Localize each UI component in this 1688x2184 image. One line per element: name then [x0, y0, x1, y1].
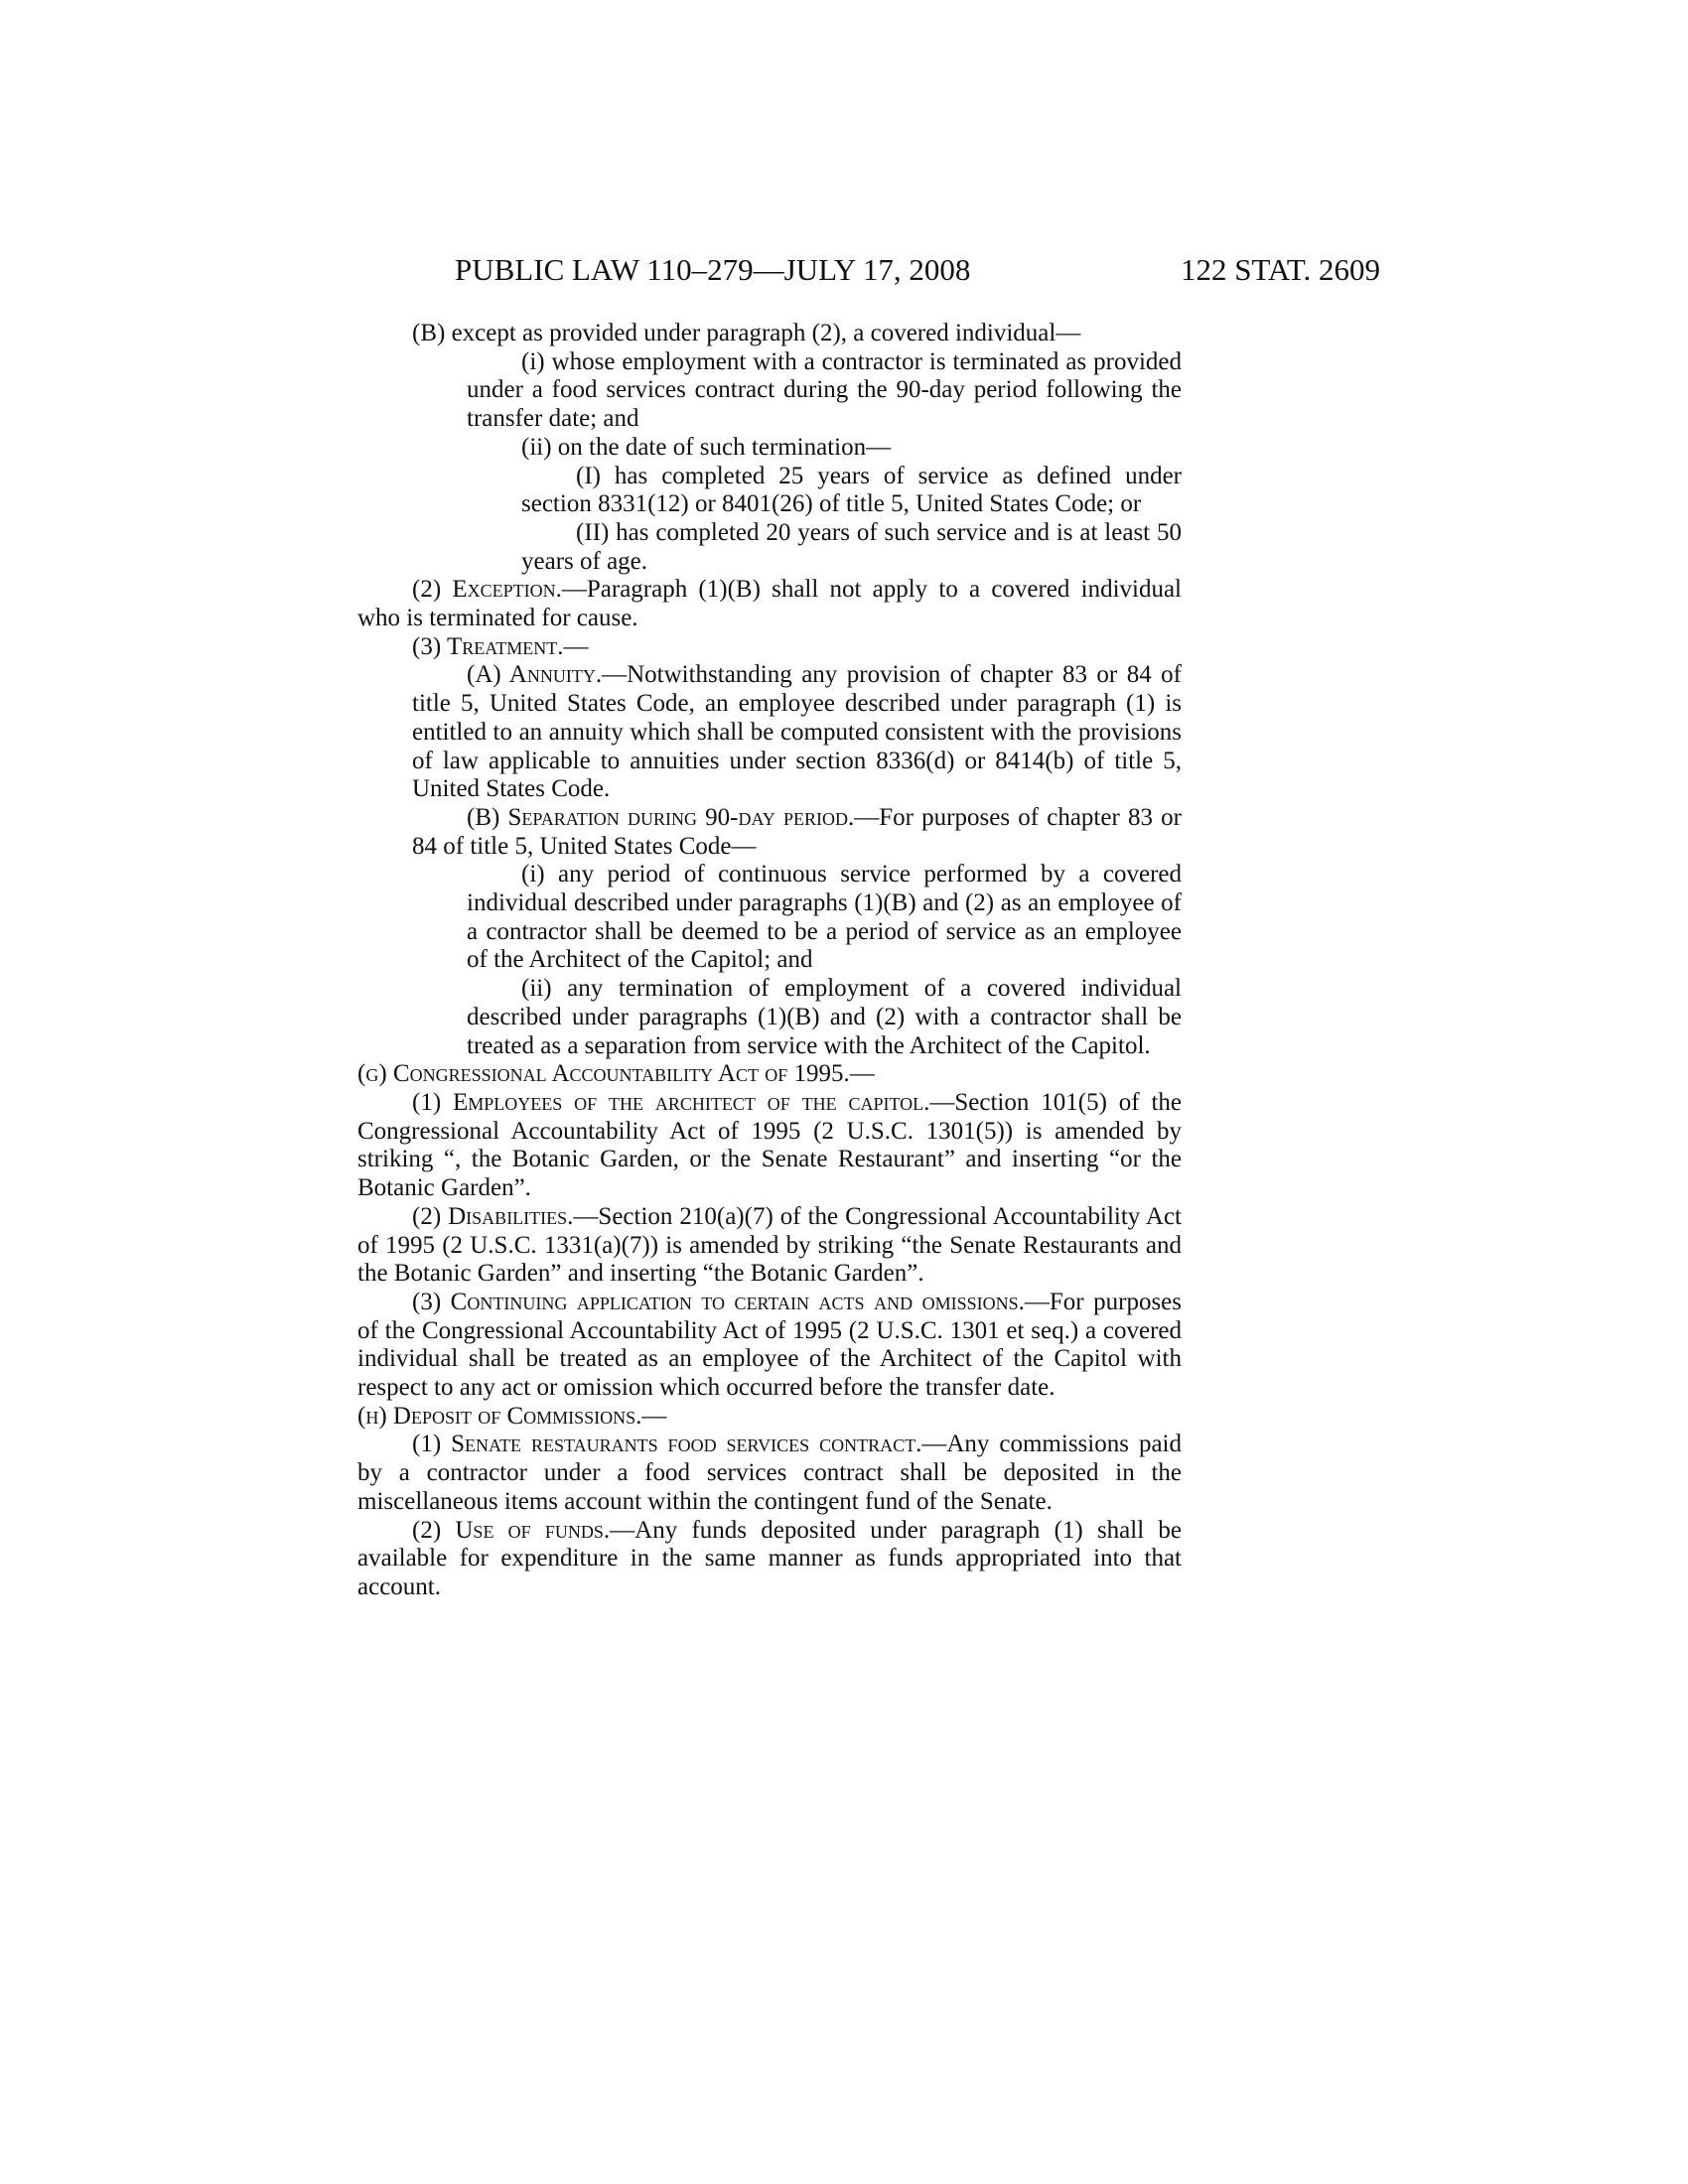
- page-header: [455, 250, 1380, 290]
- subclause-II-20-years: (II) has completed 20 years of such service and is at least 50 years of age.: [521, 518, 1182, 575]
- paragraph-g2-disabilities: (2) Disabilities.—Section 210(a)(7) of the Congressional Accountability Act of 1995 (2 U.S.C. 1331(a)(7)) is amended by striking “the Senate Restaurants and the Botanic Garden” and inserting “the Botanic Garden”.: [357, 1202, 1182, 1288]
- clause-ii-termination-date: (ii) on the date of such termination—: [521, 433, 892, 461]
- clause-i-continuous-service: (i) any period of continuous service performed by a covered individual described under paragraphs (1)(B) and (2) as an employee of a contractor shall be deemed to be a period of service as an employee of the Architect of the Capitol; and: [467, 861, 1182, 974]
- paragraph-2-exception: (2) Exception.—Paragraph (1)(B) shall not apply to a covered individual who is terminated for cause.: [357, 576, 1183, 632]
- subsection-h-heading: (h) Deposit of Commissions.—: [357, 1402, 667, 1430]
- paragraph-g3-continuing-application: (3) Continuing application to certain acts and omissions.—For purposes of the Congressional Accountability Act of 1995 (2 U.S.C. 1301 et seq.) a covered individual shall be treated as an employee of the Architect of the Capitol with respect to any act or omission which occurred before the transfer date.: [357, 1288, 1183, 1402]
- statute-body: [357, 320, 1182, 1602]
- running-head: PUBLIC LAW 110–279—JULY 17, 2008: [455, 252, 971, 287]
- subparagraph-B-separation: (B) Separation during 90-day period.—For purposes of chapter 83 or 84 of title 5, United States Code—: [412, 803, 1182, 860]
- subclause-I-25-years: (I) has completed 25 years of service as defined under section 8331(12) or 8401(26) of title 5, United States Code; or: [521, 462, 1182, 518]
- paragraph-1-B: (B) except as provided under paragraph (2), a covered individual—: [412, 320, 1081, 346]
- subsection-g-heading: (g) Congressional Accountability Act of 1995.—: [357, 1060, 875, 1088]
- paragraph-3-treatment: (3) Treatment.—: [412, 632, 589, 660]
- subparagraph-A-annuity: (A) Annuity.—Notwithstanding any provision of chapter 83 or 84 of title 5, United States Code, an employee described under paragraph (1) is entitled to an annuity which shall be computed consistent with the provisions of law applicable to annuities under section 8336(d) or 8414(b) of title 5, United States Code.: [412, 661, 1182, 803]
- paragraph-h1-contract: (1) Senate restaurants food services contract.—Any commissions paid by a contractor under a food services contract shall be deposited in the miscellaneous items account within the contingent fund of the Senate.: [357, 1431, 1182, 1515]
- clause-i-termination: (i) whose employment with a contractor is terminated as provided under a food services contract during the 90-day period following the transfer date; and: [467, 347, 1182, 433]
- clause-ii-separation: (ii) any termination of employment of a covered individual described under paragraphs (1)(B) and (2) with a contractor shall be treated as a separation from service with the Architect of the Capitol.: [467, 975, 1182, 1059]
- paragraph-g1-employees: (1) Employees of the architect of the capitol.—Section 101(5) of the Congressional Accountability Act of 1995 (2 U.S.C. 1301(5)) is amended by striking “, the Botanic Garden, or the Senate Restaurant” and inserting “or the Botanic Garden”.: [357, 1088, 1182, 1202]
- paragraph-h2-use-of-funds: (2) Use of funds.—Any funds deposited under paragraph (1) shall be available for expenditure in the same manner as funds appropriated into that account.: [357, 1516, 1182, 1600]
- statute-page-number: 122 STAT. 2609: [1180, 252, 1380, 287]
